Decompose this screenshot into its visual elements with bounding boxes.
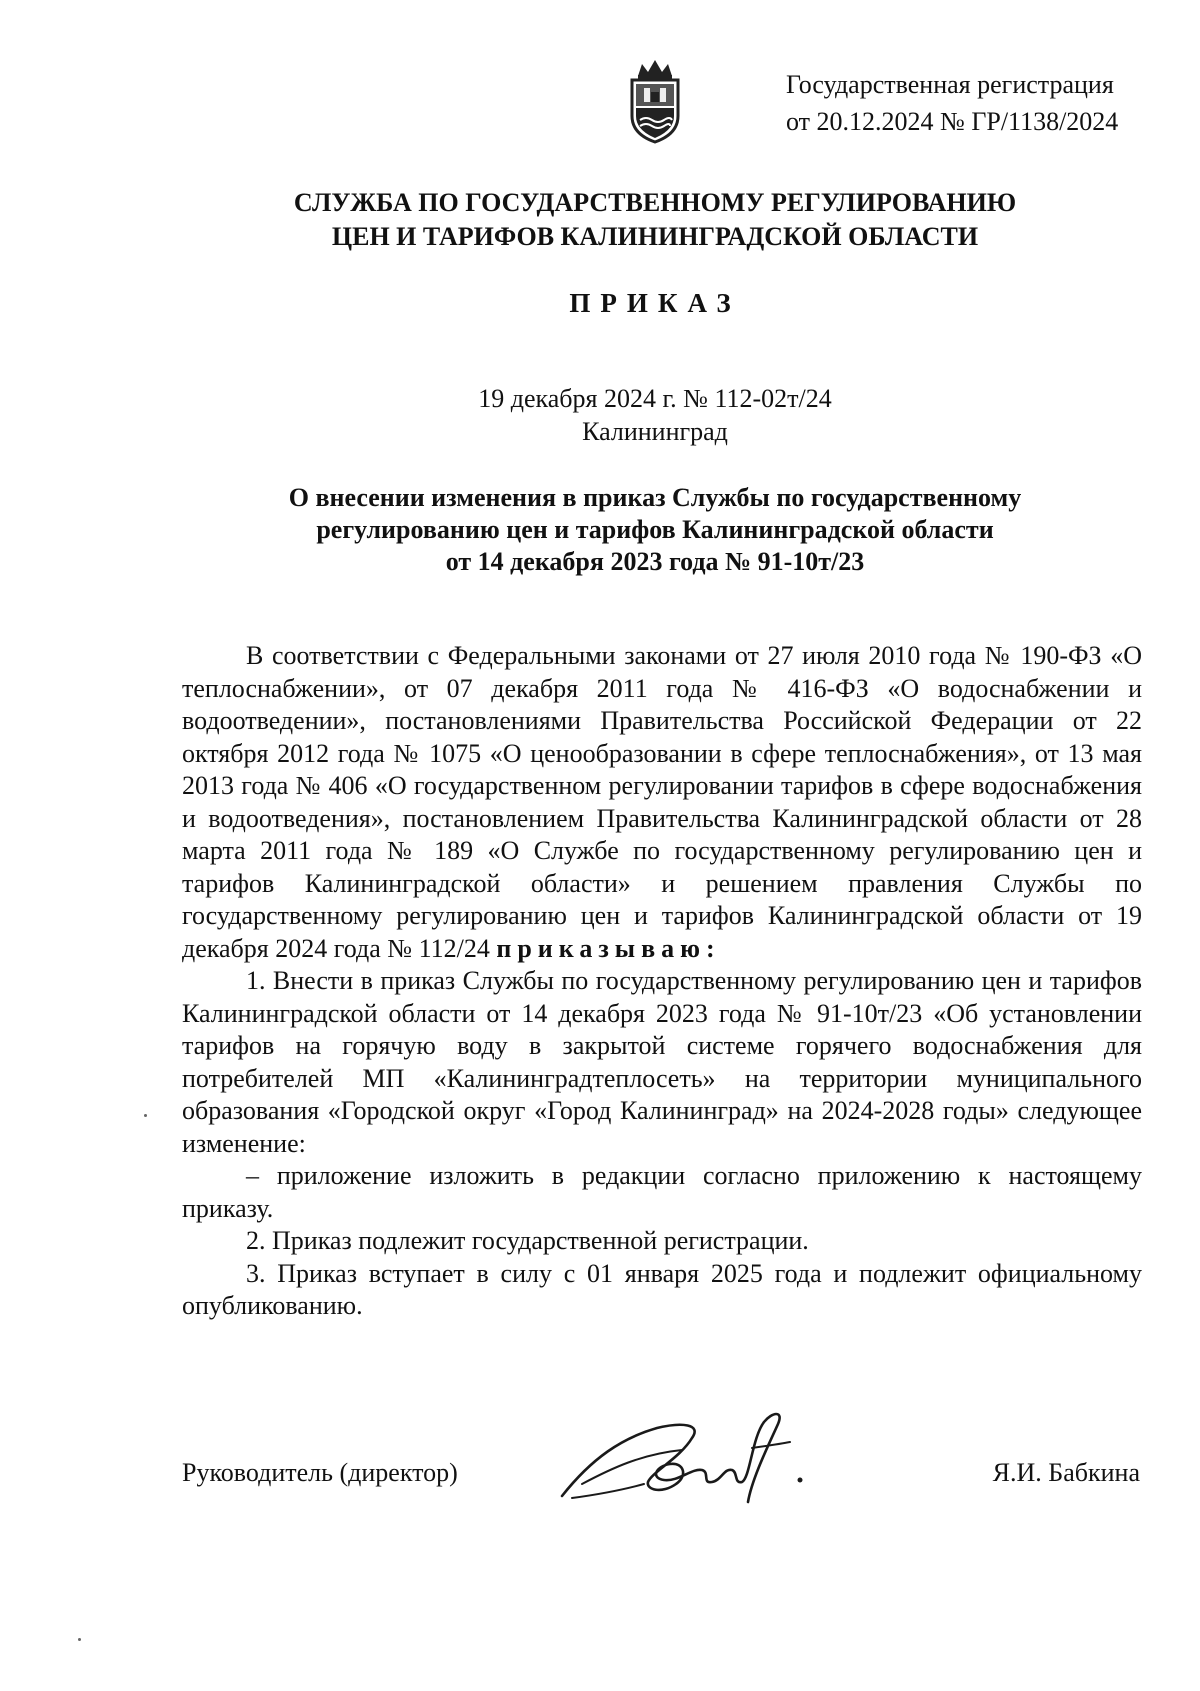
- registration-stamp: [786, 66, 1118, 140]
- registration-line-2: от 20.12.2024 № ГР/1138/2024: [786, 107, 1119, 136]
- order-subject: [180, 482, 1130, 578]
- handwritten-signature: [552, 1398, 812, 1518]
- scan-speck: [144, 1114, 147, 1117]
- order-date-number: 19 декабря 2024 г. № 112-02т/24: [478, 384, 832, 413]
- signature-block: [182, 1440, 1140, 1520]
- item-3-paragraph: 3. Приказ вступает в силу с 01 января 2025 года и подлежит официальному опубликованию.: [182, 1258, 1142, 1320]
- date-and-number: [180, 382, 1130, 448]
- item-1-change-paragraph: – приложение изложить в редакции согласно приложению к настоящему приказу.: [182, 1161, 1142, 1223]
- order-body: [182, 640, 1142, 1323]
- item-2-paragraph: 2. Приказ подлежит государственной регистрации.: [246, 1226, 809, 1255]
- preamble-paragraph: [182, 640, 1142, 965]
- registration-line-1: Государственная регистрация: [786, 70, 1114, 99]
- order-city: Калининград: [582, 417, 728, 446]
- organization-name: [180, 186, 1130, 254]
- organization-line-1: СЛУЖБА ПО ГОСУДАРСТВЕННОМУ РЕГУЛИРОВАНИЮ: [293, 188, 1017, 217]
- signatory-position: Руководитель (директор): [182, 1458, 458, 1487]
- document-type-title: ПРИКАЗ: [569, 288, 741, 318]
- scan-speck: [78, 1638, 81, 1641]
- subject-line-2: регулированию цен и тарифов Калининградской области: [316, 515, 994, 544]
- directive-word: приказываю:: [496, 933, 721, 963]
- subject-line-3: от 14 декабря 2023 года № 91-10т/23: [445, 547, 865, 576]
- preamble-text: В соответствии с Федеральными законами от 27 июля 2010 года № 190-ФЗ «О теплоснабжении», от 07 декабря 2011 года № 416-ФЗ «О водоснабжении и водоотведении», постановлениями Правительства Российской Федерации от 22 октября 2012 года № 1075 «О ценообразовании в сфере теплоснабжения», от 13 мая 2013 года № 406 «О государственном регулировании тарифов в сфере водоснабжения и водоотведения», постановлением Правительства Калининградской области от 28 марта 2011 года № 189 «О Службе по государственному регулированию цен и тарифов Калининградской области» и решением правления Службы по государственному регулированию цен и тарифов Калининградской области от 19 декабря 2024 года № 112/24: [182, 641, 1142, 963]
- subject-line-1: О внесении изменения в приказ Службы по государственному: [288, 483, 1022, 512]
- signatory-name: Я.И. Бабкина: [992, 1458, 1140, 1487]
- item-1-paragraph: 1. Внести в приказ Службы по государственному регулированию цен и тарифов Калининградской области от 14 декабря 2023 года № 91-10т/23 «Об установлении тарифов на горячую воду в закрытой системе горячего водоснабжения для потребителей МП «Калининградтеплосеть» на территории муниципального образования «Городской округ «Город Калининград» на 2024-2028 годы» следующее изменение:: [182, 966, 1142, 1158]
- kaliningrad-coat-of-arms-icon: [624, 58, 686, 144]
- organization-line-2: ЦЕН И ТАРИФОВ КАЛИНИНГРАДСКОЙ ОБЛАСТИ: [331, 222, 979, 251]
